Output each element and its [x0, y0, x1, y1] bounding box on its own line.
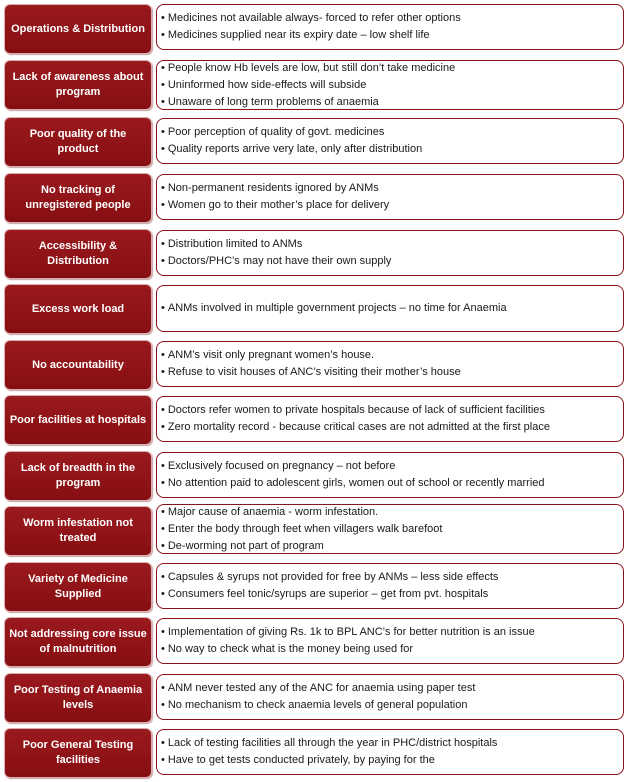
issue-detail-item: • Poor perception of quality of govt. medicines: [161, 124, 617, 141]
issue-detail-item: • People know Hb levels are low, but still don’t take medicine: [161, 60, 617, 77]
issue-detail-item: • No mechanism to check anaemia levels of general population: [161, 697, 617, 714]
issue-detail-item: • Distribution limited to ANMs: [161, 236, 617, 253]
issue-detail-item: • ANM never tested any of the ANC for anaemia using paper test: [161, 680, 617, 697]
issue-label: Poor General Testing facilities: [4, 728, 152, 778]
issue-label: Not addressing core issue of malnutrition: [4, 617, 152, 667]
issue-detail-item: • Zero mortality record - because critical cases are not admitted at the first place: [161, 419, 617, 436]
issue-detail-item: • Doctors/PHC’s may not have their own supply: [161, 253, 617, 270]
issue-details-box: [156, 285, 624, 332]
issue-detail-item: • Non-permanent residents ignored by ANMs: [161, 180, 617, 197]
issue-details-box: [156, 396, 624, 442]
issue-details-box: [156, 452, 624, 498]
issue-detail-item: • No attention paid to adolescent girls, women out of school or recently married: [161, 475, 617, 492]
issue-detail-item: • Major cause of anaemia - worm infestation.: [161, 504, 617, 521]
issue-detail-item: • Women go to their mother’s place for delivery: [161, 197, 617, 214]
issue-detail-item: • No way to check what is the money being used for: [161, 641, 617, 658]
issue-detail-item: • De-worming not part of program: [161, 538, 617, 555]
issue-details-box: [156, 230, 624, 276]
issue-detail-item: • Consumers feel tonic/syrups are superior – get from pvt. hospitals: [161, 586, 617, 603]
issue-label: Operations & Distribution: [4, 4, 152, 54]
issue-detail-item: • Refuse to visit houses of ANC’s visiting their mother’s house: [161, 364, 617, 381]
issue-detail-item: • Unaware of long term problems of anaemia: [161, 94, 617, 111]
issue-detail-item: • ANM’s visit only pregnant women’s house.: [161, 347, 617, 364]
issue-details-box: [156, 174, 624, 220]
issue-detail-item: • ANMs involved in multiple government projects – no time for Anaemia: [161, 300, 617, 317]
issue-label: Lack of breadth in the program: [4, 451, 152, 501]
issue-details-box: [156, 674, 624, 720]
issue-label: Accessibility & Distribution: [4, 229, 152, 279]
issue-detail-item: • Lack of testing facilities all through the year in PHC/district hospitals: [161, 735, 617, 752]
issue-label: Lack of awareness about program: [4, 60, 152, 110]
issue-label: No accountability: [4, 340, 152, 390]
issue-detail-item: • Medicines supplied near its expiry date – low shelf life: [161, 27, 617, 44]
issue-detail-item: • Implementation of giving Rs. 1k to BPL ANC’s for better nutrition is an issue: [161, 624, 617, 641]
issue-label: Poor Testing of Anaemia levels: [4, 673, 152, 723]
issue-label: Excess work load: [4, 284, 152, 334]
issue-details-box: [156, 729, 624, 775]
issue-details-box: [156, 118, 624, 164]
issue-label: Poor facilities at hospitals: [4, 395, 152, 445]
issue-details-box: [156, 341, 624, 387]
issue-detail-item: • Quality reports arrive very late, only after distribution: [161, 141, 617, 158]
issue-details-box: [156, 4, 624, 50]
issue-details-box: [156, 563, 624, 609]
issue-details-box: [156, 504, 624, 554]
issue-label: Worm infestation not treated: [4, 506, 152, 556]
issue-detail-item: • Capsules & syrups not provided for free by ANMs – less side effects: [161, 569, 617, 586]
issue-label: No tracking of unregistered people: [4, 173, 152, 223]
issue-detail-item: • Have to get tests conducted privately, by paying for the: [161, 752, 617, 769]
issue-detail-item: • Uninformed how side-effects will subside: [161, 77, 617, 94]
issue-detail-item: • Doctors refer women to private hospitals because of lack of sufficient facilities: [161, 402, 617, 419]
issue-label: Variety of Medicine Supplied: [4, 562, 152, 612]
issue-details-box: [156, 618, 624, 664]
issue-details-box: [156, 60, 624, 110]
issue-label: Poor quality of the product: [4, 117, 152, 167]
issue-detail-item: • Enter the body through feet when villagers walk barefoot: [161, 521, 617, 538]
issue-detail-item: • Medicines not available always- forced to refer other options: [161, 10, 617, 27]
issue-detail-item: • Exclusively focused on pregnancy – not before: [161, 458, 617, 475]
